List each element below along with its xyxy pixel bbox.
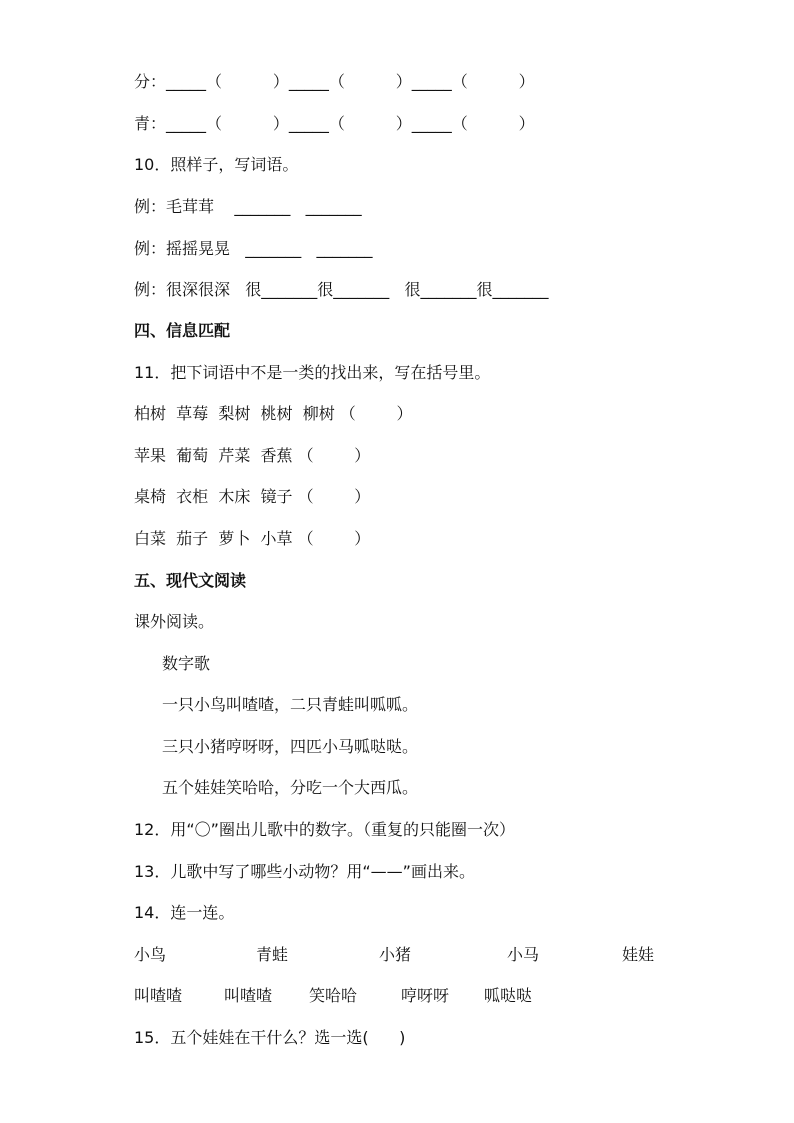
section-4-heading: 四、信息匹配 xyxy=(134,321,231,340)
word-row-2: 苹果 葡萄 芹菜 香蕉 （ ） xyxy=(134,446,371,465)
match-top-item: 青蛙 xyxy=(256,945,289,964)
poem-line-1: 一只小鸟叫喳喳，二只青蛙叫呱呱。 xyxy=(162,695,419,714)
question-13: 13．儿歌中写了哪些小动物？用“——”画出来。 xyxy=(134,862,475,881)
match-top-item: 小马 xyxy=(507,945,540,964)
match-bottom-item: 呱哒哒 xyxy=(484,986,533,1005)
question-11: 11．把下词语中不是一类的找出来，写在括号里。 xyxy=(134,363,491,382)
match-top-item: 小猪 xyxy=(379,945,412,964)
line-fen: 分：_____（ ）_____（ ）_____（ ） xyxy=(134,72,535,91)
match-top-item: 娃娃 xyxy=(622,945,655,964)
poem-line-3: 五个娃娃笑哈哈，分吃一个大西瓜。 xyxy=(162,778,419,797)
question-12: 12．用“〇”圈出儿歌中的数字。（重复的只能圈一次） xyxy=(134,820,515,839)
line-qing: 青：_____（ ）_____（ ）_____（ ） xyxy=(134,114,535,133)
section-5-heading: 五、现代文阅读 xyxy=(134,571,247,590)
match-bottom-item: 哼呀呀 xyxy=(401,986,450,1005)
question-15: 15．五个娃娃在干什么？选一选( ) xyxy=(134,1028,406,1047)
match-bottom-item: 笑哈哈 xyxy=(309,986,358,1005)
example-1: 例：毛茸茸 _______ _______ xyxy=(134,197,362,216)
poem-title: 数字歌 xyxy=(162,654,211,673)
reading-intro: 课外阅读。 xyxy=(134,612,215,631)
example-2: 例：摇摇晃晃 _______ _______ xyxy=(134,239,373,258)
match-bottom-item: 叫喳喳 xyxy=(224,986,273,1005)
poem-line-2: 三只小猪哼呀呀，四匹小马呱哒哒。 xyxy=(162,737,419,756)
match-bottom-item: 叫喳喳 xyxy=(134,986,183,1005)
word-row-3: 桌椅 衣柜 木床 镜子 （ ） xyxy=(134,487,371,506)
question-10: 10．照样子，写词语。 xyxy=(134,155,299,174)
question-14: 14．连一连。 xyxy=(134,903,235,922)
example-3: 例：很深很深 很_______很_______ 很_______很_______ xyxy=(134,280,549,299)
word-row-1: 柏树 草莓 梨树 桃树 柳树 （ ） xyxy=(134,404,413,423)
word-row-4: 白菜 茄子 萝卜 小草 （ ） xyxy=(134,529,371,548)
match-top-item: 小鸟 xyxy=(134,945,167,964)
